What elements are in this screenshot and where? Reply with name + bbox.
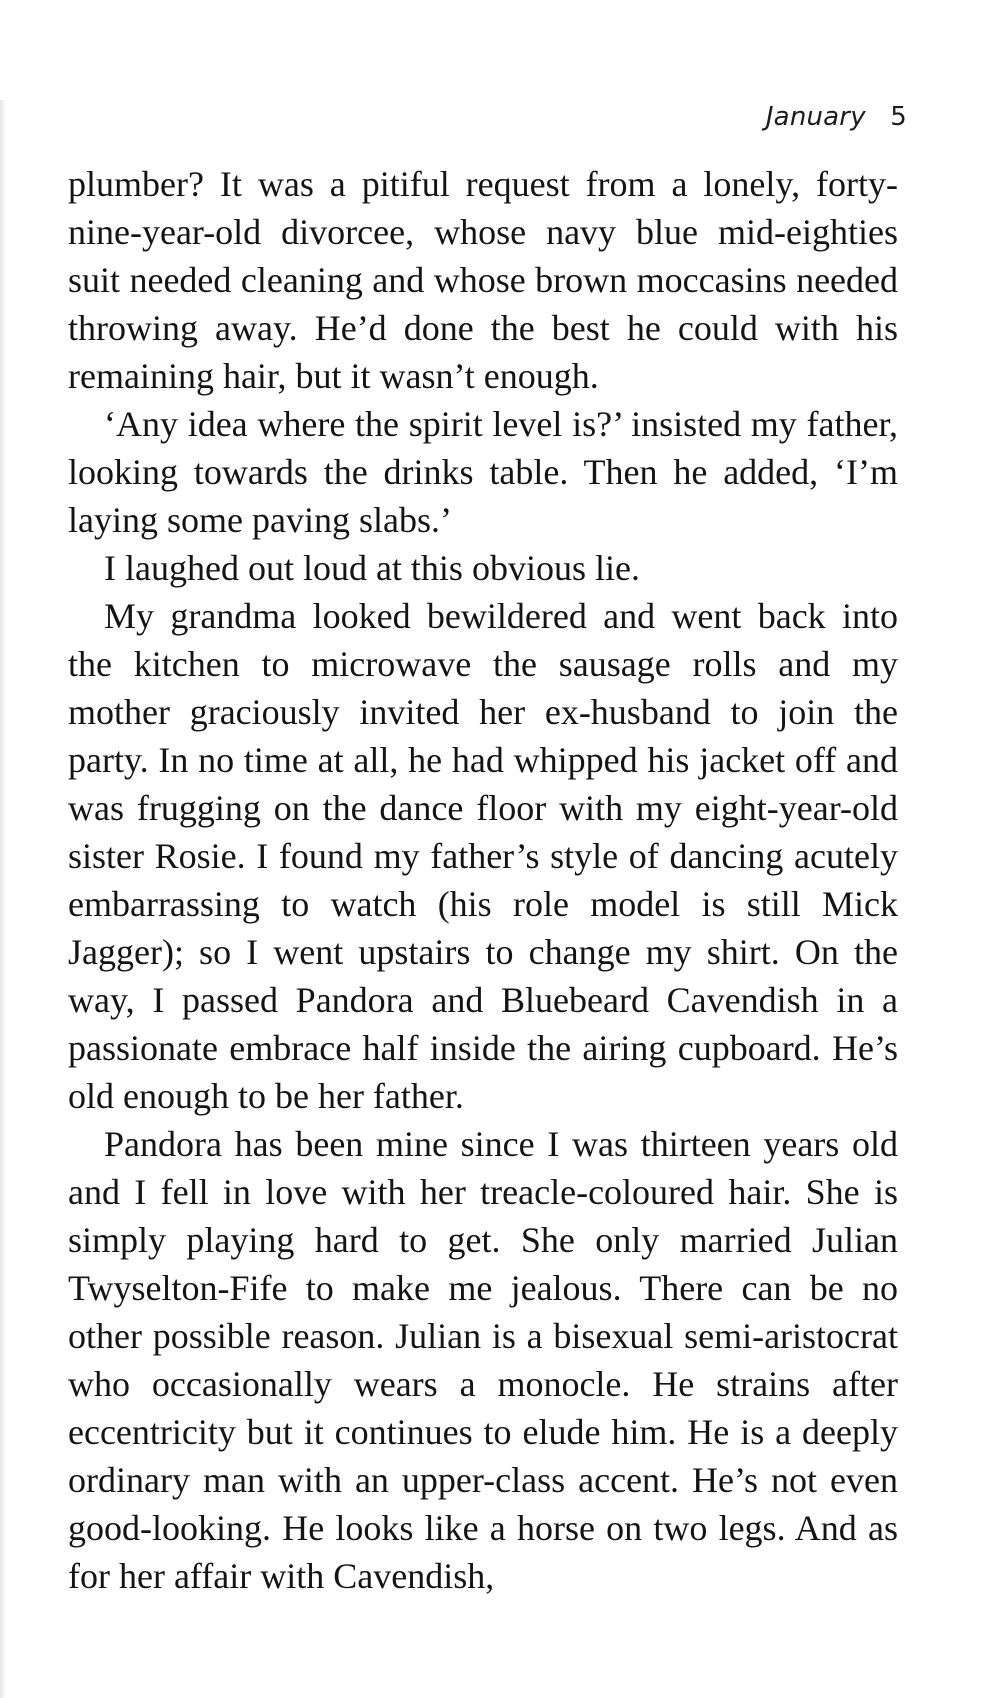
page-edge-shadow [0, 100, 6, 1698]
paragraph: Pandora has been mine since I was thirteen years old and I fell in love with her treacle-coloured hair. She is simply playing hard to get. She only married Julian Twyselton-Fife to make me jealous. There can be no other possible reason. Julian is a bisexual semi-aristocrat who occasionally wears a monocle. He strains after eccentricity but it continues to elude him. He is a deeply ordinary man with an upper-class accent. He’s not even good-looking. He looks like a horse on two legs. And as for her affair with Cavendish, [68, 1124, 898, 1596]
paragraph: ‘Any idea where the spirit level is?’ insisted my father, looking towards the drinks table. Then he added, ‘I’m laying some paving slabs.’ [68, 404, 898, 540]
paragraph: plumber? It was a pitiful request from a lonely, forty-nine-year-old divorcee, whose navy blue mid-eighties suit needed cleaning and whose brown moccasins needed throwing away. He’d done the best he could with his remaining hair, but it wasn’t enough. [68, 164, 898, 396]
body-text [68, 160, 898, 1600]
running-head-title: January [765, 102, 866, 132]
paragraph: My grandma looked bewildered and went back into the kitchen to microwave the sausage rolls and my mother graciously invited her ex-husband to join the party. In no time at all, he had whipped his jacket off and was frugging on the dance floor with my eight-year-old sister Rosie. I found my father’s style of dancing acutely embarrassing to watch (his role model is still Mick Jagger); so I went upstairs to change my shirt. On the way, I passed Pandora and Bluebeard Cavendish in a passionate embrace half inside the airing cupboard. He’s old enough to be her father. [68, 596, 898, 1116]
paragraph: I laughed out loud at this obvious lie. [104, 548, 640, 588]
running-head [766, 102, 907, 132]
page-number: 5 [890, 102, 907, 132]
